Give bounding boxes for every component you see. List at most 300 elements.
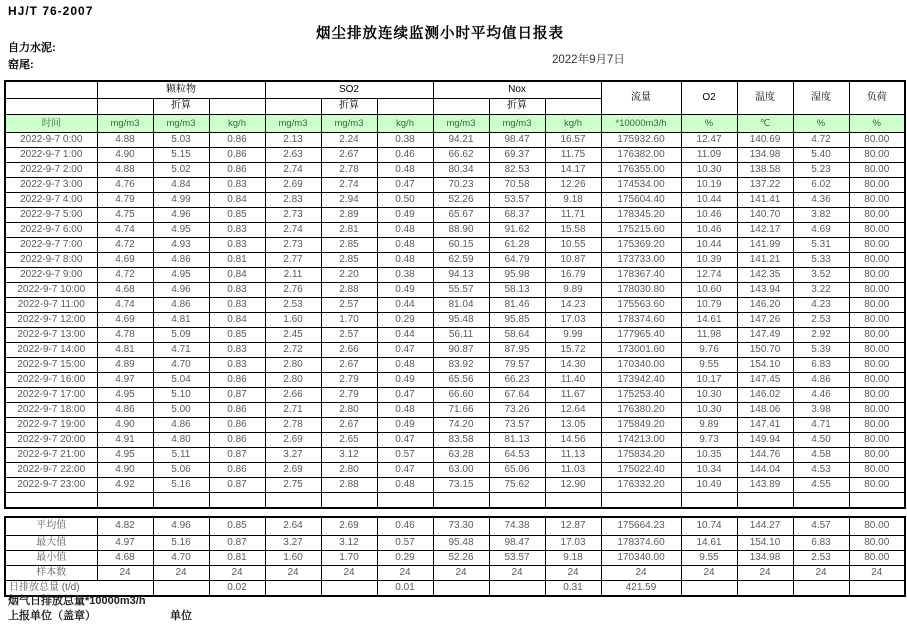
- value-cell: 80.00: [849, 418, 905, 433]
- table-row: [5, 388, 905, 403]
- blank-cell: [265, 493, 321, 509]
- value-cell: 2.20: [321, 268, 377, 283]
- blank-cell: [5, 493, 97, 509]
- value-cell: 16.57: [545, 133, 601, 148]
- time-cell: 2022-9-7 14:00: [5, 343, 97, 358]
- time-cell: 2022-9-7 20:00: [5, 433, 97, 448]
- value-cell: 4.84: [153, 178, 209, 193]
- value-cell: 80.00: [849, 298, 905, 313]
- time-cell: 2022-9-7 7:00: [5, 238, 97, 253]
- value-cell: 9.89: [681, 418, 737, 433]
- value-cell: 71.66: [433, 403, 489, 418]
- value-cell: 81.46: [489, 298, 545, 313]
- value-cell: 175215.60: [601, 223, 681, 238]
- value-cell: 177965.40: [601, 328, 681, 343]
- value-cell: 4.78: [97, 328, 153, 343]
- value-cell: 11.40: [545, 373, 601, 388]
- value-cell: 10.30: [681, 403, 737, 418]
- value-cell: 5.04: [153, 373, 209, 388]
- value-cell: 2.64: [265, 517, 321, 536]
- value-cell: 75.62: [489, 478, 545, 493]
- table-row: [5, 193, 905, 208]
- value-cell: 4.86: [793, 373, 849, 388]
- value-cell: 0.84: [209, 268, 265, 283]
- table-row: [5, 268, 905, 283]
- value-cell: 24: [97, 566, 153, 581]
- value-cell: 146.20: [737, 298, 793, 313]
- value-cell: 5.33: [793, 253, 849, 268]
- value-cell: 4.72: [97, 238, 153, 253]
- time-cell: 2022-9-7 6:00: [5, 223, 97, 238]
- value-cell: 0.49: [377, 373, 433, 388]
- value-cell: 2.80: [265, 373, 321, 388]
- header-empty-cell: [545, 99, 601, 115]
- value-cell: 6.83: [793, 358, 849, 373]
- value-cell: 5.23: [793, 163, 849, 178]
- value-cell: 10.46: [681, 223, 737, 238]
- summary-rows: [5, 517, 905, 596]
- value-cell: 24: [601, 566, 681, 581]
- value-cell: 4.53: [793, 463, 849, 478]
- value-cell: 91.62: [489, 223, 545, 238]
- value-cell: 80.00: [849, 517, 905, 536]
- summary-row: [5, 551, 905, 566]
- header-empty-cell: [209, 99, 265, 115]
- summary-label-cell: 最小值: [5, 551, 97, 566]
- value-cell: 5.03: [153, 133, 209, 148]
- value-cell: 12.90: [545, 478, 601, 493]
- value-cell: 4.86: [153, 418, 209, 433]
- value-cell: 4.93: [153, 238, 209, 253]
- value-cell: 80.00: [849, 536, 905, 551]
- value-cell: 0.31: [545, 581, 601, 597]
- value-cell: 142.35: [737, 268, 793, 283]
- value-cell: 10.39: [681, 253, 737, 268]
- summary-row: [5, 566, 905, 581]
- value-cell: 95.85: [489, 313, 545, 328]
- time-cell: 2022-9-7 1:00: [5, 148, 97, 163]
- value-cell: 4.68: [97, 283, 153, 298]
- unit-cell: mg/m3: [265, 115, 321, 133]
- value-cell: 73.57: [489, 418, 545, 433]
- time-cell: 2022-9-7 16:00: [5, 373, 97, 388]
- value-cell: 11.03: [545, 463, 601, 478]
- value-cell: 0.83: [209, 283, 265, 298]
- value-cell: 0.57: [377, 536, 433, 551]
- value-cell: 2.74: [265, 223, 321, 238]
- value-cell: 144.04: [737, 463, 793, 478]
- value-cell: 5.06: [153, 463, 209, 478]
- value-cell: 14.30: [545, 358, 601, 373]
- value-cell: 147.41: [737, 418, 793, 433]
- value-cell: 10.46: [681, 208, 737, 223]
- value-cell: 3.52: [793, 268, 849, 283]
- value-cell: 2.67: [321, 418, 377, 433]
- value-cell: 2.74: [265, 163, 321, 178]
- time-cell: 2022-9-7 23:00: [5, 478, 97, 493]
- value-cell: 0.38: [377, 268, 433, 283]
- pm-converted-label: 折算: [153, 99, 209, 115]
- blank-cell: [737, 493, 793, 509]
- value-cell: 80.00: [849, 253, 905, 268]
- value-cell: 70.58: [489, 178, 545, 193]
- value-cell: 4.71: [793, 418, 849, 433]
- time-cell: 2022-9-7 8:00: [5, 253, 97, 268]
- value-cell: 0.86: [209, 403, 265, 418]
- value-cell: 4.72: [97, 268, 153, 283]
- value-cell: 10.44: [681, 193, 737, 208]
- value-cell: 24: [793, 566, 849, 581]
- value-cell: 147.26: [737, 313, 793, 328]
- summary-label-cell: 平均值: [5, 517, 97, 536]
- value-cell: 9.73: [681, 433, 737, 448]
- report-unit-label: 上报单位（盖章）: [8, 610, 96, 622]
- value-cell: 0.48: [377, 163, 433, 178]
- value-cell: 5.40: [793, 148, 849, 163]
- value-cell: 14.23: [545, 298, 601, 313]
- value-cell: 0.47: [377, 463, 433, 478]
- summary-table: [4, 516, 906, 597]
- value-cell: 80.00: [849, 163, 905, 178]
- value-cell: 0.48: [377, 238, 433, 253]
- blank-cell: [849, 493, 905, 509]
- value-cell: 143.94: [737, 283, 793, 298]
- value-cell: 5.00: [153, 403, 209, 418]
- time-cell: 2022-9-7 18:00: [5, 403, 97, 418]
- value-cell: 137.22: [737, 178, 793, 193]
- unit-cell: mg/m3: [321, 115, 377, 133]
- value-cell: 4.91: [97, 433, 153, 448]
- value-cell: [737, 581, 793, 597]
- value-cell: 80.00: [849, 373, 905, 388]
- value-cell: 2.57: [321, 328, 377, 343]
- value-cell: 0.86: [209, 133, 265, 148]
- table-row: [5, 238, 905, 253]
- value-cell: 147.45: [737, 373, 793, 388]
- value-cell: 176332.20: [601, 478, 681, 493]
- value-cell: 2.73: [265, 208, 321, 223]
- value-cell: 4.86: [153, 253, 209, 268]
- value-cell: 4.69: [97, 253, 153, 268]
- header-empty-cell: [5, 81, 97, 99]
- value-cell: 10.19: [681, 178, 737, 193]
- value-cell: 0.47: [377, 388, 433, 403]
- value-cell: 5.11: [153, 448, 209, 463]
- value-cell: 12.47: [681, 133, 737, 148]
- table-row: [5, 223, 905, 238]
- value-cell: 154.10: [737, 536, 793, 551]
- value-cell: 5.09: [153, 328, 209, 343]
- value-cell: 4.97: [97, 536, 153, 551]
- value-cell: 98.47: [489, 536, 545, 551]
- value-cell: 2.73: [265, 238, 321, 253]
- value-cell: 5.39: [793, 343, 849, 358]
- time-cell: 2022-9-7 17:00: [5, 388, 97, 403]
- value-cell: 0.87: [209, 448, 265, 463]
- value-cell: 74.38: [489, 517, 545, 536]
- value-cell: 24: [681, 566, 737, 581]
- value-cell: 10.60: [681, 283, 737, 298]
- value-cell: 176380.20: [601, 403, 681, 418]
- value-cell: 80.00: [849, 178, 905, 193]
- value-cell: 2.74: [321, 178, 377, 193]
- time-cell: 2022-9-7 4:00: [5, 193, 97, 208]
- value-cell: 0.48: [377, 253, 433, 268]
- value-cell: 178030.80: [601, 283, 681, 298]
- value-cell: 0.83: [209, 238, 265, 253]
- value-cell: 0.87: [209, 388, 265, 403]
- value-cell: 4.86: [153, 298, 209, 313]
- value-cell: 73.30: [433, 517, 489, 536]
- value-cell: 69.37: [489, 148, 545, 163]
- value-cell: 10.49: [681, 478, 737, 493]
- value-cell: 14.61: [681, 313, 737, 328]
- value-cell: 66.60: [433, 388, 489, 403]
- value-cell: 94.21: [433, 133, 489, 148]
- value-cell: 24: [153, 566, 209, 581]
- value-cell: 2.83: [265, 193, 321, 208]
- value-cell: 175932.60: [601, 133, 681, 148]
- value-cell: 65.56: [433, 373, 489, 388]
- value-cell: 17.03: [545, 536, 601, 551]
- value-cell: 134.98: [737, 148, 793, 163]
- value-cell: 9.99: [545, 328, 601, 343]
- value-cell: 16.79: [545, 268, 601, 283]
- value-cell: 140.69: [737, 133, 793, 148]
- value-cell: 63.28: [433, 448, 489, 463]
- value-cell: 80.00: [849, 463, 905, 478]
- value-cell: 2.24: [321, 133, 377, 148]
- value-cell: 2.92: [793, 328, 849, 343]
- value-cell: 170340.00: [601, 358, 681, 373]
- value-cell: 94.13: [433, 268, 489, 283]
- value-cell: 2.72: [265, 343, 321, 358]
- value-cell: 0.47: [377, 178, 433, 193]
- value-cell: 4.90: [97, 148, 153, 163]
- value-cell: 5.15: [153, 148, 209, 163]
- value-cell: 24: [489, 566, 545, 581]
- value-cell: 62.59: [433, 253, 489, 268]
- header-empty-cell: [433, 99, 489, 115]
- value-cell: 4.57: [793, 517, 849, 536]
- value-cell: 2.45: [265, 328, 321, 343]
- value-cell: 2.79: [321, 373, 377, 388]
- value-cell: 80.00: [849, 343, 905, 358]
- value-cell: 2.78: [265, 418, 321, 433]
- value-cell: [153, 581, 209, 597]
- value-cell: 58.13: [489, 283, 545, 298]
- value-cell: 24: [377, 566, 433, 581]
- value-cell: 4.23: [793, 298, 849, 313]
- value-cell: 60.15: [433, 238, 489, 253]
- value-cell: 2.80: [321, 463, 377, 478]
- table-row: [5, 148, 905, 163]
- time-cell: 2022-9-7 21:00: [5, 448, 97, 463]
- value-cell: 4.92: [97, 478, 153, 493]
- value-cell: 4.88: [97, 163, 153, 178]
- blank-row: [5, 493, 905, 509]
- value-cell: 170340.00: [601, 551, 681, 566]
- col-o2: O2: [681, 81, 737, 115]
- value-cell: [793, 581, 849, 597]
- value-cell: 14.61: [681, 536, 737, 551]
- value-cell: 175253.40: [601, 388, 681, 403]
- value-cell: 2.69: [321, 517, 377, 536]
- summary-label-cell: 最大值: [5, 536, 97, 551]
- value-cell: 2.88: [321, 478, 377, 493]
- value-cell: 24: [321, 566, 377, 581]
- table-row: [5, 298, 905, 313]
- value-cell: 1.70: [321, 313, 377, 328]
- value-cell: 10.87: [545, 253, 601, 268]
- blank-cell: [681, 493, 737, 509]
- col-group-so2: SO2: [265, 81, 433, 99]
- table-row: [5, 418, 905, 433]
- value-cell: 53.57: [489, 551, 545, 566]
- blank-cell: [377, 493, 433, 509]
- value-cell: 0.86: [209, 418, 265, 433]
- value-cell: 174213.00: [601, 433, 681, 448]
- value-cell: 0.46: [377, 517, 433, 536]
- value-cell: 5.02: [153, 163, 209, 178]
- value-cell: 0.85: [209, 208, 265, 223]
- value-cell: 4.75: [97, 208, 153, 223]
- value-cell: 9.55: [681, 358, 737, 373]
- unit-cell: kg/h: [545, 115, 601, 133]
- value-cell: 66.23: [489, 373, 545, 388]
- time-cell: 2022-9-7 2:00: [5, 163, 97, 178]
- value-cell: 9.76: [681, 343, 737, 358]
- value-cell: 80.00: [849, 283, 905, 298]
- value-cell: 4.95: [153, 268, 209, 283]
- value-cell: 2.69: [265, 178, 321, 193]
- header-group-row: [5, 81, 905, 99]
- value-cell: 64.53: [489, 448, 545, 463]
- value-cell: 3.98: [793, 403, 849, 418]
- value-cell: 0.38: [377, 133, 433, 148]
- value-cell: 4.71: [153, 343, 209, 358]
- blank-cell: [209, 493, 265, 509]
- value-cell: 1.60: [265, 313, 321, 328]
- value-cell: 0.48: [377, 223, 433, 238]
- unit-cell: %: [681, 115, 737, 133]
- value-cell: 95.98: [489, 268, 545, 283]
- value-cell: 0.49: [377, 208, 433, 223]
- value-cell: 0.81: [209, 551, 265, 566]
- header-empty-cell: [5, 99, 97, 115]
- value-cell: [433, 581, 489, 597]
- col-group-pm: 颗粒物: [97, 81, 265, 99]
- value-cell: 24: [265, 566, 321, 581]
- value-cell: 178367.40: [601, 268, 681, 283]
- value-cell: 2.89: [321, 208, 377, 223]
- summary-row: [5, 517, 905, 536]
- value-cell: 2.67: [321, 148, 377, 163]
- unit-cell: mg/m3: [97, 115, 153, 133]
- value-cell: 4.82: [97, 517, 153, 536]
- value-cell: 80.00: [849, 223, 905, 238]
- value-cell: 141.41: [737, 193, 793, 208]
- value-cell: 4.88: [97, 133, 153, 148]
- value-cell: 1.60: [265, 551, 321, 566]
- value-cell: 4.95: [97, 448, 153, 463]
- value-cell: 4.46: [793, 388, 849, 403]
- value-cell: 73.26: [489, 403, 545, 418]
- value-cell: 2.78: [321, 163, 377, 178]
- value-cell: 1.70: [321, 551, 377, 566]
- value-cell: 80.00: [849, 238, 905, 253]
- hourly-rows: [5, 133, 905, 509]
- value-cell: 4.58: [793, 448, 849, 463]
- value-cell: 4.95: [97, 388, 153, 403]
- value-cell: 2.79: [321, 388, 377, 403]
- value-cell: 2.67: [321, 358, 377, 373]
- blank-cell: [545, 493, 601, 509]
- col-temperature: 温度: [737, 81, 793, 115]
- value-cell: 95.48: [433, 536, 489, 551]
- value-cell: 4.70: [153, 551, 209, 566]
- value-cell: 14.17: [545, 163, 601, 178]
- value-cell: 143.89: [737, 478, 793, 493]
- value-cell: 0.84: [209, 313, 265, 328]
- time-cell: 2022-9-7 10:00: [5, 283, 97, 298]
- value-cell: 65.67: [433, 208, 489, 223]
- value-cell: 24: [433, 566, 489, 581]
- value-cell: 0.29: [377, 551, 433, 566]
- value-cell: 421.59: [601, 581, 681, 597]
- value-cell: 81.04: [433, 298, 489, 313]
- value-cell: 4.74: [97, 298, 153, 313]
- value-cell: 0.48: [377, 478, 433, 493]
- col-load: 负荷: [849, 81, 905, 115]
- summary-row: [5, 536, 905, 551]
- value-cell: 4.74: [97, 223, 153, 238]
- value-cell: 134.98: [737, 551, 793, 566]
- value-cell: 55.57: [433, 283, 489, 298]
- value-cell: 61.28: [489, 238, 545, 253]
- value-cell: 175369.20: [601, 238, 681, 253]
- value-cell: 80.00: [849, 328, 905, 343]
- site-label: 窑尾:: [8, 59, 34, 71]
- value-cell: 4.69: [793, 223, 849, 238]
- value-cell: 174534.00: [601, 178, 681, 193]
- blank-cell: [433, 493, 489, 509]
- value-cell: 80.00: [849, 478, 905, 493]
- table-row: [5, 163, 905, 178]
- value-cell: 81.13: [489, 433, 545, 448]
- value-cell: 144.27: [737, 517, 793, 536]
- value-cell: 176382.00: [601, 148, 681, 163]
- value-cell: 5.31: [793, 238, 849, 253]
- value-cell: [681, 581, 737, 597]
- time-cell: 2022-9-7 22:00: [5, 463, 97, 478]
- value-cell: 67.64: [489, 388, 545, 403]
- value-cell: 0.02: [209, 581, 265, 597]
- value-cell: 9.89: [545, 283, 601, 298]
- value-cell: 0.86: [209, 163, 265, 178]
- value-cell: 148.06: [737, 403, 793, 418]
- value-cell: 2.71: [265, 403, 321, 418]
- value-cell: 10.79: [681, 298, 737, 313]
- col-group-nox: Nox: [433, 81, 601, 99]
- table-row: [5, 463, 905, 478]
- value-cell: 4.81: [97, 343, 153, 358]
- value-cell: 80.00: [849, 133, 905, 148]
- value-cell: [489, 581, 545, 597]
- table-row: [5, 478, 905, 493]
- value-cell: 0.49: [377, 283, 433, 298]
- value-cell: 0.85: [209, 328, 265, 343]
